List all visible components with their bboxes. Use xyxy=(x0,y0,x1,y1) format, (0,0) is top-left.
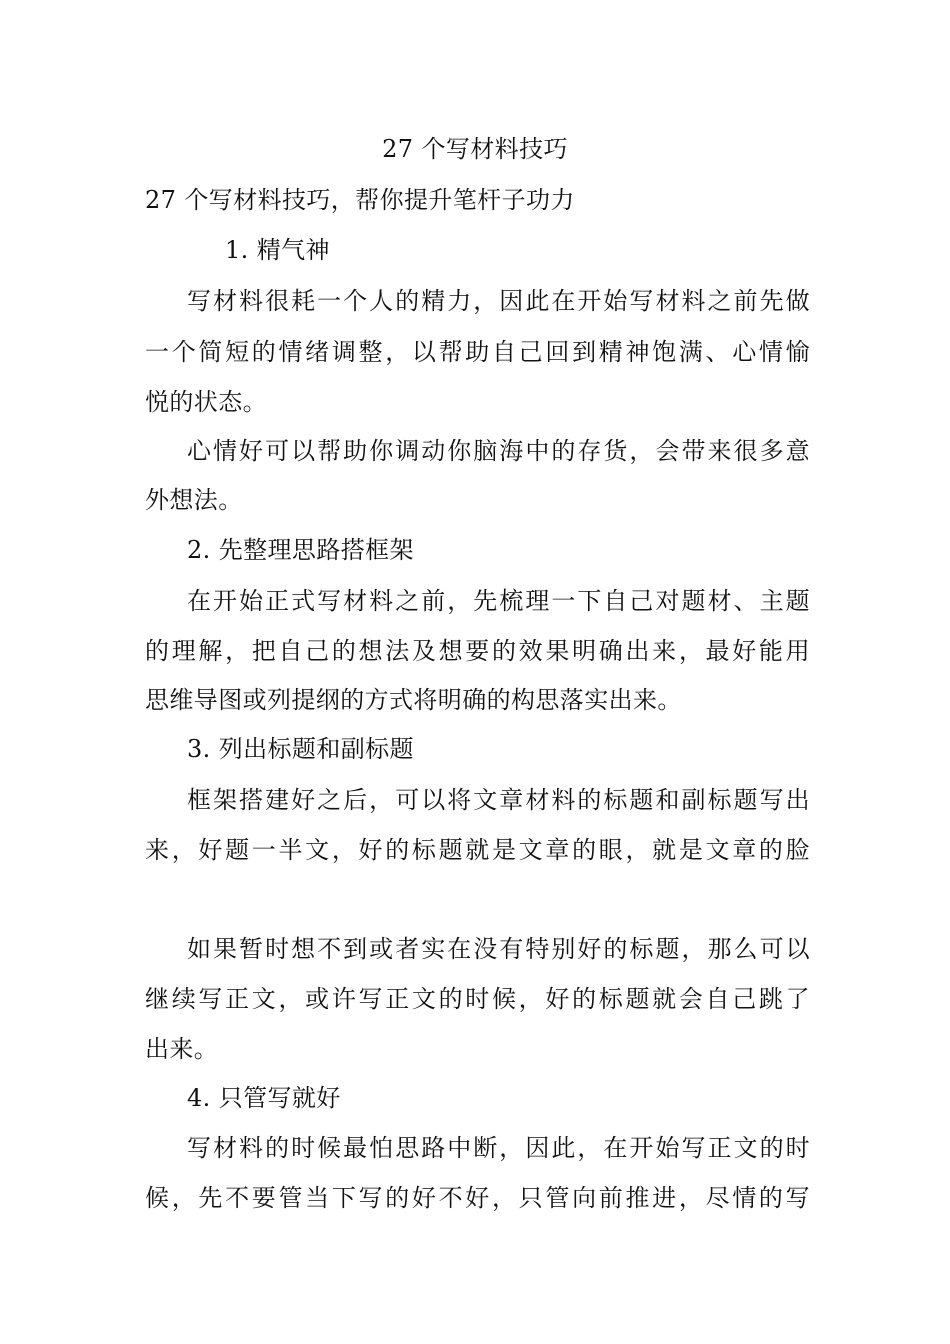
paragraph-line: 写材料的时候最怕思路中断，因此，在开始写正文的时 xyxy=(187,1134,810,1162)
paragraph-line: 思维导图或列提纲的方式将明确的构思落实出来。 xyxy=(145,686,682,714)
paragraph-line: 悦的状态。 xyxy=(145,388,267,416)
paragraph-line: 心情好可以帮助你调动你脑海中的存货，会带来很多意 xyxy=(187,437,810,465)
paragraph-line: 在开始正式写材料之前，先梳理一下自己对题材、主题 xyxy=(187,587,810,615)
document-title: 27 个写材料技巧 xyxy=(382,135,568,163)
paragraph-line: 来，好题一半文，好的标题就是文章的眼，就是文章的脸 xyxy=(145,836,810,864)
document-subtitle: 27 个写材料技巧，帮你提升笔杆子功力 xyxy=(145,186,575,214)
section-heading-1: 1. 精气神 xyxy=(225,236,330,264)
paragraph-line: 框架搭建好之后，可以将文章材料的标题和副标题写出 xyxy=(187,786,810,814)
section-heading-4: 4. 只管写就好 xyxy=(187,1084,341,1112)
paragraph-line: 的理解，把自己的想法及想要的效果明确出来，最好能用 xyxy=(145,637,810,665)
paragraph-line: 如果暂时想不到或者实在没有特别好的标题，那么可以 xyxy=(187,935,810,963)
paragraph-line: 一个简短的情绪调整，以帮助自己回到精神饱满、心情愉 xyxy=(145,338,810,366)
paragraph-line: 写材料很耗一个人的精力，因此在开始写材料之前先做 xyxy=(187,287,810,315)
section-heading-3: 3. 列出标题和副标题 xyxy=(187,735,414,763)
paragraph-line: 出来。 xyxy=(145,1035,219,1063)
section-heading-2: 2. 先整理思路搭框架 xyxy=(187,536,414,564)
paragraph-line: 候，先不要管当下写的好不好，只管向前推进，尽情的写 xyxy=(145,1184,810,1212)
paragraph-line: 外想法。 xyxy=(145,486,243,514)
paragraph-line: 继续写正文，或许写正文的时候，好的标题就会自己跳了 xyxy=(145,985,810,1013)
